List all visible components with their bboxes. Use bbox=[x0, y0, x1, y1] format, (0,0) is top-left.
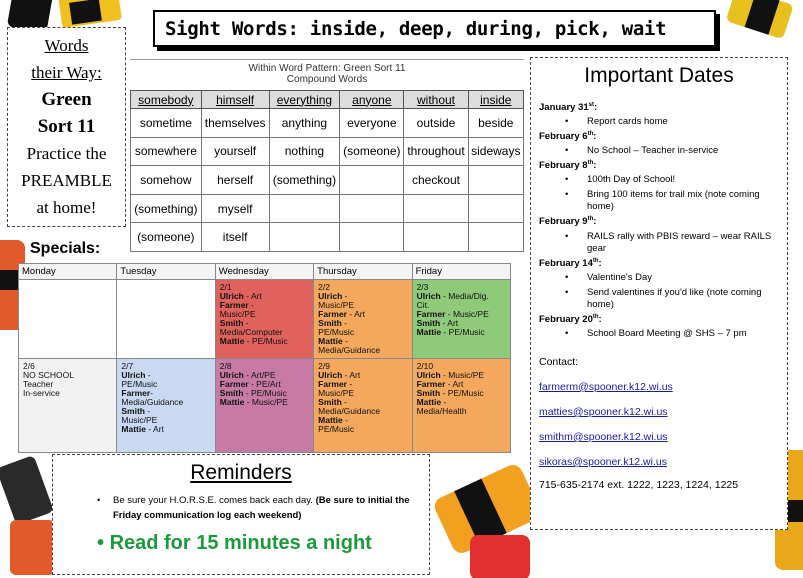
date-group-heading: January 31st: bbox=[539, 102, 598, 114]
date-group-heading: February 8th: bbox=[539, 160, 597, 172]
sort-cell: somewhere bbox=[131, 137, 202, 166]
teacher-name: Mattie bbox=[318, 336, 343, 346]
calendar-day-header: Wednesday bbox=[215, 264, 313, 280]
calendar-day-header: Thursday bbox=[314, 264, 412, 280]
table-row bbox=[131, 166, 524, 195]
cell-date: 2/6 bbox=[23, 361, 35, 372]
cell-text: - Music/PE bbox=[440, 370, 485, 381]
calendar-cell-empty bbox=[117, 280, 215, 359]
sort-cell bbox=[468, 194, 523, 223]
sort-cell bbox=[404, 194, 468, 223]
cell-text: NO SCHOOL bbox=[23, 370, 75, 381]
words-line: their Way: bbox=[31, 63, 102, 82]
important-dates-box bbox=[530, 57, 788, 530]
date-group-heading: February 14th: bbox=[539, 257, 602, 269]
cell-text: - Art bbox=[440, 318, 459, 328]
sort-cell: sideways bbox=[468, 137, 523, 166]
cell-text: - PE/Music bbox=[244, 336, 288, 346]
calendar-day-header: Friday bbox=[412, 264, 510, 280]
specials-label: Specials: bbox=[30, 240, 101, 257]
cell-date: 2/9 bbox=[318, 361, 330, 372]
cell-text: - bbox=[145, 406, 151, 417]
cell-text: Media/Guidance bbox=[121, 397, 184, 408]
sort-cell: itself bbox=[201, 223, 269, 252]
teacher-name: Mattie bbox=[121, 424, 146, 435]
teacher-name: Smith bbox=[219, 388, 244, 399]
date-item: • 100th Day of School! bbox=[539, 174, 779, 186]
cell-text: Teacher bbox=[23, 379, 54, 390]
cell-text: - PE/Art bbox=[248, 379, 281, 390]
teacher-name: Mattie bbox=[416, 327, 442, 337]
reminders-heading: Reminders bbox=[190, 461, 292, 484]
sort-column-header: without bbox=[404, 91, 468, 109]
phone-number: 715-635-2174 ext. 1222, 1223, 1224, 1225 bbox=[539, 478, 739, 491]
words-line: Words bbox=[44, 36, 89, 55]
date-suffix: th bbox=[587, 216, 594, 223]
teacher-name: Smith bbox=[318, 397, 342, 408]
cell-date: 2/10 bbox=[416, 361, 434, 372]
cell-text: - PE/Music bbox=[441, 327, 485, 337]
cell-text: - bbox=[342, 291, 348, 301]
cell-text: - bbox=[248, 300, 254, 310]
date-item: • Valentine's Day bbox=[539, 272, 779, 284]
sort-cell: yourself bbox=[201, 137, 269, 166]
teacher-name: Ulrich bbox=[318, 291, 343, 301]
cell-text: - Art bbox=[342, 370, 361, 381]
sort-cell: nothing bbox=[269, 137, 340, 166]
cell-text: PE/Music bbox=[121, 379, 158, 390]
cell-text: - bbox=[145, 370, 151, 381]
teacher-name: Farmer bbox=[416, 379, 446, 390]
words-line: PREAMBLE bbox=[21, 171, 112, 190]
cell-text: Music/PE bbox=[318, 300, 355, 310]
calendar-week-row bbox=[19, 359, 511, 453]
page-title: Sight Words: inside, deep, during, pick, wait bbox=[153, 10, 716, 47]
teacher-name: Farmer bbox=[219, 300, 249, 310]
cell-text: - bbox=[243, 318, 249, 328]
cell-text: - Art bbox=[145, 424, 164, 435]
sort-cell bbox=[404, 223, 468, 252]
table-row bbox=[131, 137, 524, 166]
crayon-decoration-bottom-left bbox=[0, 450, 60, 578]
calendar-cell bbox=[19, 359, 117, 453]
teacher-name: Ulrich bbox=[416, 370, 441, 381]
cell-date: 2/3 bbox=[416, 282, 429, 292]
calendar-cell bbox=[215, 280, 313, 359]
cell-text: - bbox=[341, 397, 347, 408]
words-line: Practice the bbox=[26, 144, 107, 163]
sort-cell bbox=[269, 223, 340, 252]
email-link[interactable]: farmerm@spooner.k12.wi.us bbox=[539, 380, 673, 393]
calendar-cell bbox=[412, 359, 510, 453]
sort-cell bbox=[340, 166, 404, 195]
date-item: • RAILS rally with PBIS reward – wear RAILS gear bbox=[539, 231, 779, 255]
contact-label: Contact: bbox=[539, 355, 579, 368]
date-text: February 9 bbox=[539, 216, 588, 228]
sort-cell bbox=[340, 194, 404, 223]
teacher-name: Ulrich bbox=[219, 370, 244, 381]
teacher-name: Smith bbox=[416, 318, 441, 328]
email-link[interactable]: smithm@spooner.k12.wi.us bbox=[539, 430, 668, 443]
cell-text: Music/PE bbox=[121, 415, 158, 426]
sort-cell: somehow bbox=[131, 166, 202, 195]
teacher-name: Farmer bbox=[318, 309, 347, 319]
words-line: at home! bbox=[36, 198, 97, 217]
teacher-name: Ulrich bbox=[121, 370, 146, 381]
cell-text: - Media/Dig. bbox=[440, 291, 489, 301]
cell-text: PE/Music bbox=[318, 327, 355, 337]
sort-cell: herself bbox=[201, 166, 269, 195]
sort-cell: throughout bbox=[404, 137, 468, 166]
cell-text: - Art bbox=[243, 291, 262, 301]
sort-cell bbox=[340, 223, 404, 252]
cell-text: - Music/PE bbox=[244, 397, 288, 408]
cell-date: 2/8 bbox=[219, 361, 232, 372]
sort-cell: themselves bbox=[201, 109, 269, 138]
date-suffix: th bbox=[592, 313, 599, 320]
date-groups bbox=[539, 102, 779, 340]
calendar-cell-empty bbox=[19, 280, 117, 359]
sort-cell bbox=[269, 194, 340, 223]
reminders-box bbox=[52, 454, 430, 575]
cell-text: Media/Computer bbox=[219, 327, 283, 337]
reminder-text: Read for 15 minutes a night bbox=[109, 532, 372, 554]
date-item: • School Board Meeting @ SHS – 7 pm bbox=[539, 328, 779, 340]
sort-table-subtitle: Compound Words bbox=[286, 74, 368, 85]
teacher-name: Smith bbox=[121, 406, 146, 417]
email-link[interactable]: sikoras@spooner.k12.wi.us bbox=[539, 455, 667, 468]
sort-cell: beside bbox=[468, 109, 523, 138]
sort-cell: everyone bbox=[340, 109, 404, 138]
cell-text: - bbox=[150, 388, 154, 399]
calendar-day-header: Tuesday bbox=[117, 264, 215, 280]
date-group-heading: February 9th: bbox=[539, 216, 597, 228]
cell-text: Music/PE bbox=[219, 309, 256, 319]
cell-text: - bbox=[342, 336, 348, 346]
sort-column-header: himself bbox=[201, 91, 269, 109]
cell-text: - Art bbox=[445, 379, 464, 390]
sort-cell: (something) bbox=[269, 166, 340, 195]
reminder-bold-text: (Be sure to initial the Friday communication log each weekend) bbox=[113, 495, 410, 521]
sort-column-header: somebody bbox=[131, 91, 202, 109]
date-text: February 20 bbox=[539, 313, 593, 325]
reminder-text: Be sure your H.O.R.S.E. comes back each day. bbox=[113, 495, 313, 506]
date-item: • Report cards home bbox=[539, 116, 779, 128]
teacher-name: Farmer bbox=[318, 379, 347, 390]
teacher-name: Mattie bbox=[416, 397, 442, 408]
cell-text: Media/Guidance bbox=[318, 345, 381, 355]
date-item: • Bring 100 items for trail mix (note coming home) bbox=[539, 189, 779, 213]
cell-text: Media/Health bbox=[416, 406, 467, 417]
calendar-cell bbox=[314, 359, 412, 453]
teacher-name: Smith bbox=[318, 318, 342, 328]
calendar-cell bbox=[412, 280, 510, 359]
sort-column-header: inside bbox=[468, 91, 523, 109]
table-row bbox=[131, 223, 524, 252]
word-sort-table bbox=[130, 59, 524, 259]
date-group-heading: February 20th: bbox=[539, 313, 602, 325]
date-group-heading: February 6th: bbox=[539, 131, 597, 143]
cell-text: - bbox=[342, 415, 348, 426]
cell-text: - Music/PE bbox=[445, 309, 489, 319]
teacher-name: Mattie bbox=[219, 336, 245, 346]
sort-column-header: anyone bbox=[340, 91, 404, 109]
sort-cell: outside bbox=[404, 109, 468, 138]
crayon-decoration-bottom-right bbox=[430, 460, 540, 578]
date-text: February 14 bbox=[539, 257, 593, 269]
email-link[interactable]: matties@spooner.k12.wi.us bbox=[539, 405, 668, 418]
calendar-week-row bbox=[19, 280, 511, 359]
teacher-name: Farmer bbox=[121, 388, 151, 399]
calendar-day-header: Monday bbox=[19, 264, 117, 280]
teacher-name: Ulrich bbox=[416, 291, 441, 301]
calendar-cell bbox=[314, 280, 412, 359]
teacher-name: Smith bbox=[219, 318, 244, 328]
specials-calendar bbox=[18, 263, 511, 453]
sort-cell: anything bbox=[269, 109, 340, 138]
date-suffix: th bbox=[592, 257, 599, 264]
date-suffix: st bbox=[588, 102, 594, 108]
cell-date: 2/2 bbox=[318, 282, 330, 292]
sort-cell bbox=[468, 223, 523, 252]
sort-cell: checkout bbox=[404, 166, 468, 195]
cell-text: Cit. bbox=[416, 300, 430, 310]
words-line: Green bbox=[41, 89, 92, 110]
teacher-name: Smith bbox=[416, 388, 441, 399]
cell-text: In-service bbox=[23, 388, 60, 399]
teacher-name: Ulrich bbox=[219, 291, 244, 301]
sort-cell bbox=[468, 166, 523, 195]
date-text: January 31 bbox=[539, 102, 589, 114]
cell-date: 2/7 bbox=[121, 361, 134, 372]
sort-cell: (someone) bbox=[131, 223, 202, 252]
crayon-decoration-top-right bbox=[720, 0, 803, 60]
calendar-cell bbox=[215, 359, 313, 453]
sort-column-header: everything bbox=[269, 91, 340, 109]
cell-text: - bbox=[441, 397, 447, 408]
date-item: • Send valentines if you'd like (note coming home) bbox=[539, 287, 779, 311]
date-text: February 8 bbox=[539, 160, 588, 172]
sort-cell: (someone) bbox=[340, 137, 404, 166]
date-item: • No School – Teacher in-service bbox=[539, 145, 779, 157]
calendar-cell bbox=[117, 359, 215, 453]
sort-table-title: Within Word Pattern: Green Sort 11 bbox=[248, 63, 406, 74]
sort-cell: (something) bbox=[131, 194, 202, 223]
date-suffix: th bbox=[587, 160, 594, 167]
cell-text: - PE/Music bbox=[440, 388, 484, 399]
sort-cell: myself bbox=[201, 194, 269, 223]
teacher-name: Farmer bbox=[416, 309, 446, 319]
reminder-item-highlight: • Read for 15 minutes a night bbox=[97, 532, 372, 554]
teacher-name: Ulrich bbox=[318, 370, 343, 381]
teacher-name: Farmer bbox=[219, 379, 249, 390]
cell-text: - bbox=[347, 379, 353, 390]
cell-text: - Art bbox=[347, 309, 365, 319]
cell-text: PE/Music bbox=[318, 424, 355, 435]
cell-text: Media/Guidance bbox=[318, 406, 381, 417]
cell-text: Music/PE bbox=[318, 388, 355, 399]
cell-text: - Art/PE bbox=[243, 370, 276, 381]
date-text: February 6 bbox=[539, 131, 588, 143]
table-row bbox=[131, 194, 524, 223]
words-line: Sort 11 bbox=[37, 116, 96, 137]
cell-text: - PE/Music bbox=[243, 388, 287, 399]
reminder-item bbox=[63, 493, 419, 523]
words-their-way-box bbox=[7, 27, 126, 227]
important-dates-heading: Important Dates bbox=[584, 64, 734, 87]
teacher-name: Mattie bbox=[318, 415, 343, 426]
date-suffix: th bbox=[587, 131, 594, 138]
sort-table-header bbox=[130, 59, 524, 85]
table-row bbox=[131, 109, 524, 138]
teacher-name: Mattie bbox=[219, 397, 245, 408]
sort-cell: sometime bbox=[131, 109, 202, 138]
cell-date: 2/1 bbox=[219, 282, 232, 292]
cell-text: - bbox=[341, 318, 347, 328]
